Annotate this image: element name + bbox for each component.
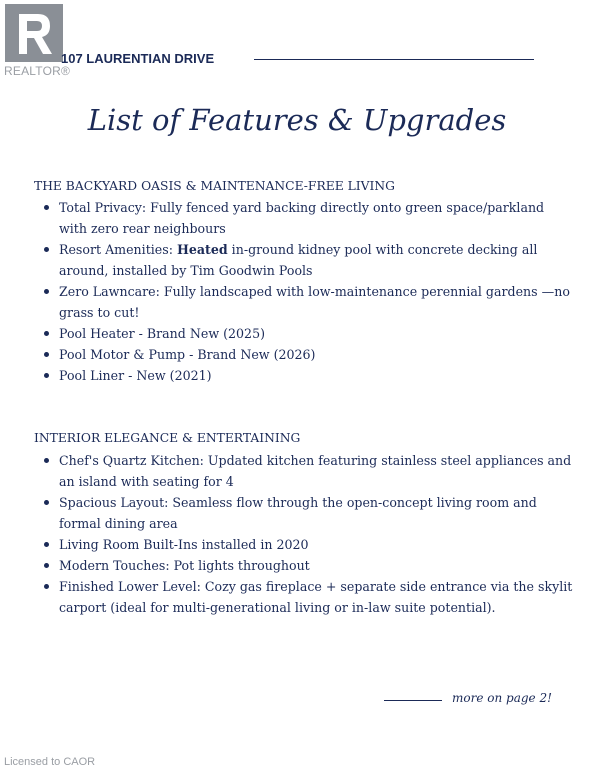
list-item: Finished Lower Level: Cozy gas fireplace + separate side entrance via the skylit carport (ideal for multi-generational living or in-law suite potential).: [34, 576, 574, 618]
more-on-next-page-note: more on page 2!: [452, 691, 552, 705]
interior-feature-list: [34, 450, 574, 618]
list-item: Living Room Built-Ins installed in 2020: [34, 534, 574, 555]
license-notice: Licensed to CAOR: [4, 756, 96, 768]
section-heading-backyard: THE BACKYARD OASIS & MAINTENANCE-FREE LIVING: [34, 179, 395, 193]
section-heading-interior: INTERIOR ELEGANCE & ENTERTAINING: [34, 431, 301, 445]
list-item: Spacious Layout: Seamless flow through the open-concept living room and formal dining area: [34, 492, 574, 534]
footer-divider: [384, 700, 442, 701]
list-item: Pool Heater - Brand New (2025): [34, 323, 574, 344]
list-item-bold-text: Heated: [176, 242, 228, 257]
realtor-label: REALTOR®: [4, 64, 71, 78]
list-item: [34, 239, 574, 281]
list-item: Total Privacy: Fully fenced yard backing directly onto green space/parkland with zero rear neighbours: [34, 197, 574, 239]
list-item: Modern Touches: Pot lights throughout: [34, 555, 574, 576]
list-item-text: Resort Amenities:: [59, 242, 177, 257]
header-divider: [254, 59, 534, 60]
realtor-logo-icon: [5, 4, 63, 62]
backyard-feature-list: [34, 197, 574, 386]
list-item: Chef's Quartz Kitchen: Updated kitchen featuring stainless steel appliances and an island with seating for 4: [34, 450, 574, 492]
page-title: List of Features & Upgrades: [87, 103, 507, 137]
list-item-text: in-ground kidney pool with concrete decking all around, installed by Tim Goodwin Pools: [59, 242, 538, 278]
list-item: Zero Lawncare: Fully landscaped with low-maintenance perennial gardens —no grass to cut!: [34, 281, 574, 323]
property-address: 107 LAURENTIAN DRIVE: [61, 51, 215, 66]
list-item: Pool Motor & Pump - Brand New (2026): [34, 344, 574, 365]
list-item: Pool Liner - New (2021): [34, 365, 574, 386]
